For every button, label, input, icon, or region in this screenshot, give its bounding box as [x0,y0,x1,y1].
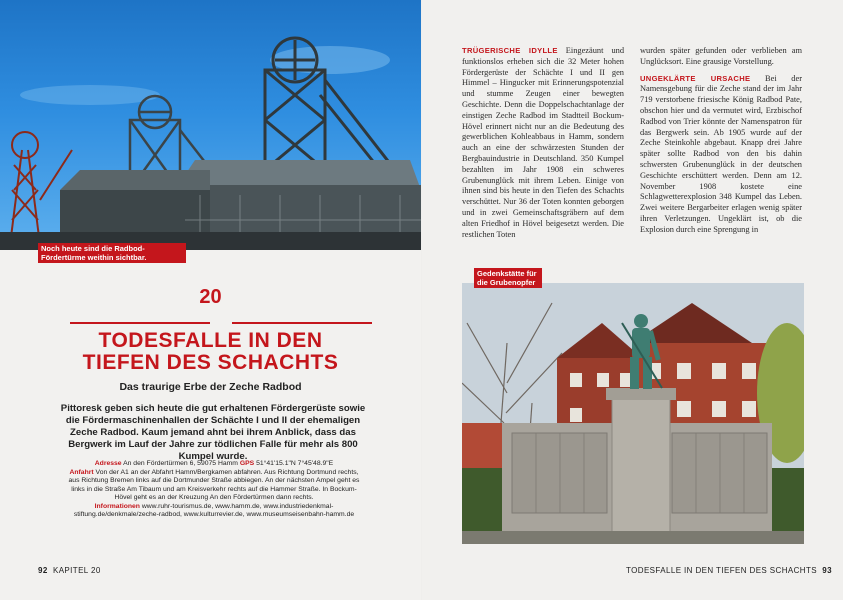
memorial-illustration [462,283,804,544]
footer-title: TODESFALLE IN DEN TIEFEN DES SCHACHTS [626,566,817,575]
left-page [0,0,421,600]
footer-left [38,566,101,575]
divider [232,322,372,324]
info-label: GPS [239,460,255,467]
info-links: www.ruhr-tourismus.de, www.hamm.de, www.industriedenkmal-stiftung.de/denkmale/zeche-radbod, www.kulturrevier.de, www.museumseisenbahn-hamm.de [73,502,355,518]
info-label: Anfahrt [69,468,94,476]
page-title [0,330,421,374]
address: An den Fördertürmen 6, 59075 Hamm [123,460,238,467]
paragraph [640,46,802,68]
gps-coordinates: 51°41'15.1"N 7°45'48.9"E [256,460,334,467]
photo-caption: Noch heute sind die Radbod-Fördertürme weithin sichtbar. [38,243,186,263]
paragraph [640,74,802,236]
memorial-photo [462,283,804,544]
headframe-illustration [0,0,421,250]
headframe-photo [0,0,421,250]
page-number: 92 [38,566,48,575]
section-kicker: TRÜGERISCHE IDYLLE [462,46,558,55]
title-line: TODESFALLE IN DEN [98,329,323,352]
paragraph [462,46,624,240]
title-line: TIEFEN DES SCHACHTS [82,351,339,374]
paragraph-text: wurden später gefunden oder verblieben am Unglücksort. Eine grausige Vorstellung. [640,46,802,66]
text-column-1 [462,46,624,243]
chapter-number: 20 [199,286,222,308]
footer-right [626,566,832,575]
subtitle: Das traurige Erbe der Zeche Radbod [119,381,302,393]
directions: Von der A1 an der Abfahrt Hamm/Bergkamen abfahren. Aus Richtung Dortmund rechts, aus Richtung Bremen links auf die Dortmunder Straße abbiegen. An der nächsten Ampel geht es links in die Straße Am Tibaum und am Kreisverkehr rechts auf die Hammer Straße. In Bockum-Hövel geht es an der Kreuzung An den Fördertürmen dann rechts. [68,468,360,501]
section-kicker: UNGEKLÄRTE URSACHE [640,73,751,83]
paragraph-text: Bei der Namensgebung für die Zeche stand der im Jahr 719 verstorbene friesische König Radbod Pate, obschon hier und da vermutet wird, Erzbischof Radbod von Trier könnte der Namenspatron für das Bergwerk sein. Ab 1905 wurde auf der Zeche Steinkohle abgebaut. Knapp drei Jahre später sollte Radbod von den bis dahin schwersten Grubenunglück in der deutschen Geschichte erschüttert werden. Denn am 12. November 1908 kostete eine Schlagwetterexplosion 348 Kumpel das Leben. Zwei weitere Bergarbeiter erlagen wenig später ihren Verletzungen. Ungeklärt ist, ob die Explosion durch eine Sprengung in [640,73,802,234]
divider [70,322,210,324]
info-label: Informationen [94,502,140,510]
text-column-2 [640,46,802,239]
info-box [64,460,364,520]
lead-paragraph: Pittoresk geben sich heute die gut erhaltenen Fördergerüste sowie die Fördermaschinenhallen der Schächte I und II der ehemaligen Zeche Radbod. Kaum jemand ahnt bei ihrem Anblick, dass das Bergwerk im Lauf der Jahre zur tödlichen Falle für mehr als 800 Kumpel wurde. [60,403,366,462]
paragraph-text: Eingezäunt und funktionslos erheben sich die 32 Meter hohen Fördergerüste der Schächte I und II gen Himmel – Hingucker mit Erinnerungspotenzial und stumme Zeugen einer bewegten Geschichte. Denn die Doppelschachtanlage der einstigen Zeche Radbod im Stadtteil Bockum-Hövel erinnert nicht nur an die Bedeutung des gewerblichen Kohleabbaus in Hamm, sondern auch an eine der schwärzesten Stunden der Bergbauindustrie in Deutschland. 350 Kumpel bezahlten im Jahr 1908 ein schweres Grubenunglück mit ihrem Leben. Einige von ihnen sind bis heute in den Tiefen des Schachts verschüttet. Nur 36 der Toten konnten geborgen und in zwei Gemeinschaftsgräbern auf dem alten Friedhof in Hövel beigesetzt werden. Die restlichen Toten [462,46,625,239]
footer-chapter: KAPITEL 20 [52,566,101,575]
info-label: Adresse [94,460,122,467]
photo-caption: Gedenkstätte für die Grubenopfer [474,268,542,288]
page-number: 93 [822,566,832,575]
